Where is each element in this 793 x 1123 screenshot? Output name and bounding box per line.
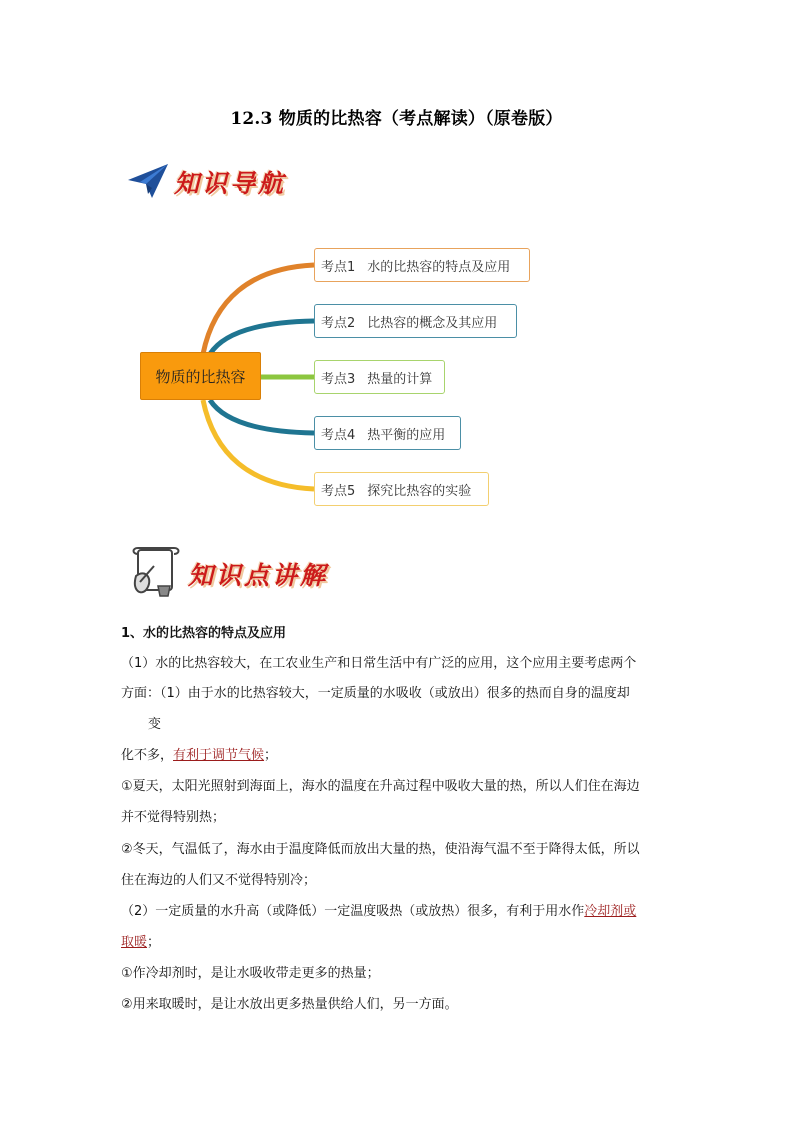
mindmap-node-5	[314, 472, 489, 506]
text-span: 化不多，	[121, 748, 174, 763]
node-4-number: 考点4	[321, 427, 356, 443]
mindmap-node-2	[314, 304, 517, 338]
connector-2	[210, 321, 314, 354]
paragraph-line: 并不觉得特别热；	[121, 810, 226, 825]
node-2-text: 比热容的概念及其应用	[367, 315, 498, 331]
paragraph-line: （1）水的比热容较大，在工农业生产和日常生活中有广泛的应用，这个应用主要考虑两个	[121, 656, 637, 671]
node-5-text: 探究比热容的实验	[367, 483, 472, 499]
node-2-number: 考点2	[321, 315, 356, 331]
paragraph-line: ①夏天，太阳光照射到海面上，海水的温度在升高过程中吸收大量的热，所以人们住在海边	[121, 779, 640, 794]
paragraph-line	[121, 904, 636, 920]
mindmap-center-node: 物质的比热容	[140, 352, 261, 400]
highlight-text: 有利于调节气候	[173, 748, 265, 763]
paragraph-line: ②冬天，气温低了，海水由于温度降低而放出大量的热，使沿海气温不至于降得太低，所以	[121, 842, 640, 857]
paragraph-line: ②用来取暖时，是让水放出更多热量供给人们，另一方面。	[121, 997, 458, 1012]
paragraph-line	[121, 935, 160, 951]
mindmap-node-3	[314, 360, 445, 394]
text-span: （2）一定质量的水升高（或降低）一定温度吸热（或放热）很多，有利于用水作	[121, 904, 585, 919]
paragraph-line: 变	[148, 717, 162, 732]
explain-banner	[128, 546, 358, 602]
node-3-number: 考点3	[321, 371, 356, 387]
section-heading: 1、水的比热容的特点及应用	[121, 626, 287, 641]
text-span: ；	[147, 935, 161, 950]
node-5-number: 考点5	[321, 483, 356, 499]
paragraph-line: 方面：（1）由于水的比热容较大，一定质量的水吸收（或放出）很多的热而自身的温度却	[121, 686, 630, 701]
mindmap-node-1	[314, 248, 530, 282]
mindmap-node-4	[314, 416, 461, 450]
explain-banner-text: 知识点讲解	[188, 561, 329, 590]
paragraph-line: ①作冷却剂时，是让水吸收带走更多的热量；	[121, 966, 380, 981]
node-1-text: 水的比热容的特点及应用	[367, 259, 511, 275]
nav-banner-text: 知识导航	[174, 169, 287, 198]
node-1-number: 考点1	[321, 259, 356, 275]
node-3-text: 热量的计算	[367, 371, 433, 387]
paragraph-line	[121, 748, 277, 764]
highlight-text: 取暖	[121, 935, 148, 950]
node-4-text: 热平衡的应用	[367, 427, 446, 443]
text-span: ；	[264, 748, 278, 763]
scroll-quill-icon	[128, 546, 182, 598]
page-title: 12.3 物质的比热容（考点解读）（原卷版）	[230, 109, 563, 129]
paragraph-line: 住在海边的人们又不觉得特别冷；	[121, 873, 317, 888]
connector-4	[210, 400, 314, 433]
highlight-text: 冷却剂或	[584, 904, 637, 919]
